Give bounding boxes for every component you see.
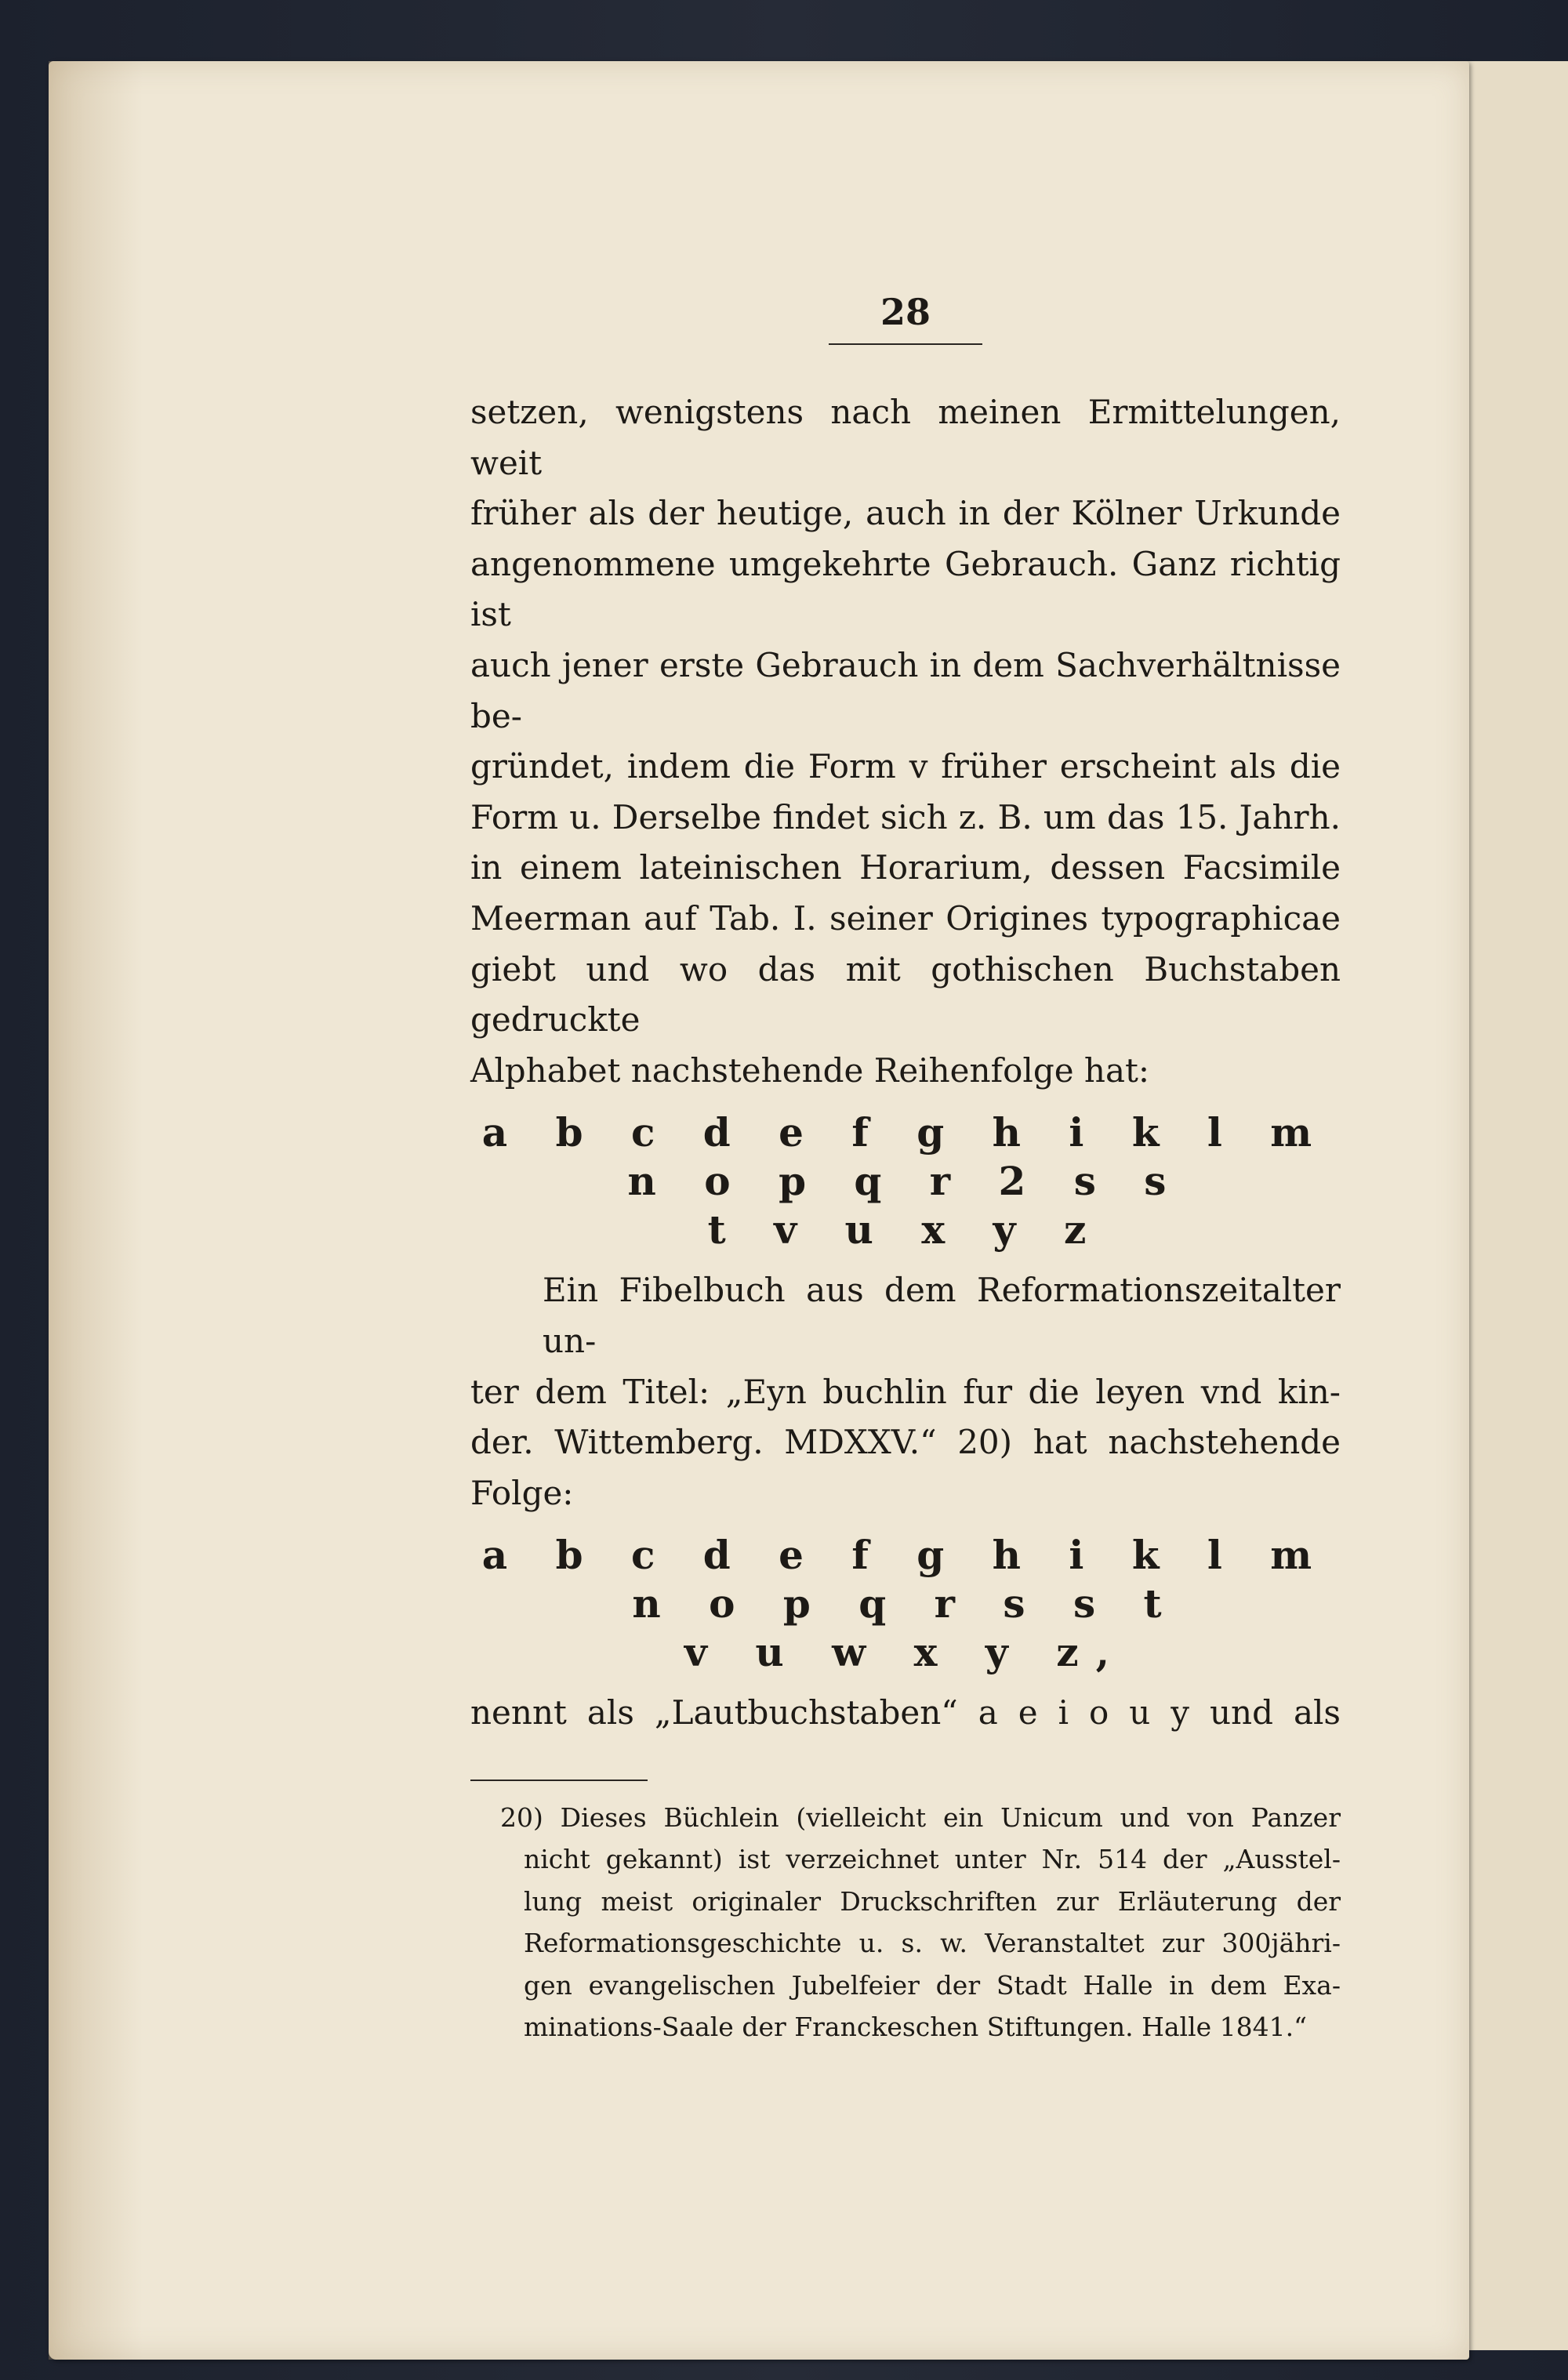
footnote-line: gen evangelischen Jubelfeier der Stadt Halle in dem Exa-	[524, 1969, 1341, 2001]
body-line: gründet, indem die Form v früher erscheint als die	[470, 747, 1341, 786]
body-line: giebt und wo das mit gothischen Buchstaben gedruckte	[470, 949, 1341, 1039]
alphabet-line: v u w x y z,	[684, 1629, 1127, 1676]
body-line: Alphabet nachstehende Reihenfolge hat:	[470, 1050, 1150, 1090]
next-page-edge	[1457, 61, 1568, 2350]
body-line: früher als der heutige, auch in der Kölner Urkunde	[470, 494, 1341, 533]
body-line: Ein Fibelbuch aus dem Reformationszeitalter un-	[543, 1271, 1341, 1360]
body-line: setzen, wenigstens nach meinen Ermittelungen, weit	[470, 393, 1341, 482]
alphabet-line: a b c d e f g h i k l m n o p q r 2 s s	[481, 1109, 1330, 1205]
body-line: auch jener erste Gebrauch in dem Sachverhältnisse be-	[470, 645, 1341, 735]
body-line: Meerman auf Tab. I. seiner Origines typographicae	[470, 898, 1341, 938]
footnote-line: lung meist originaler Druckschriften zur Erläuterung der	[524, 1885, 1341, 1917]
page-number-rule	[829, 343, 982, 345]
body-paragraph-3	[470, 1688, 1341, 1739]
body-line: der. Wittemberg. MDXXV.“ 20) hat nachstehende	[470, 1423, 1341, 1462]
book-page	[49, 61, 1469, 2360]
body-line: Folge:	[470, 1473, 574, 1512]
body-paragraph-2	[470, 1265, 1341, 1518]
body-line: in einem lateinischen Horarium, dessen Facsimile	[470, 848, 1341, 887]
body-line: angenommene umgekehrte Gebrauch. Ganz richtig ist	[470, 544, 1341, 634]
page-number: 28	[880, 291, 931, 333]
alphabet-line: a b c d e f g h i k l m n o p q r s s t	[481, 1532, 1330, 1627]
body-line: nennt als „Lautbuchstaben“ a e i o u y und als	[470, 1693, 1341, 1732]
page-content	[470, 290, 1341, 2048]
footnote-line: Reformationsgeschichte u. s. w. Veranstaltet zur 300jähri-	[524, 1928, 1341, 1959]
footnote-rule	[470, 1780, 648, 1781]
footnote-line: minations-Saale der Franckeschen Stiftungen. Halle 1841.“	[524, 2012, 1308, 2043]
body-paragraph-1	[470, 387, 1341, 1096]
alphabet-line: t v u x y z	[707, 1206, 1104, 1253]
footnote	[470, 1797, 1341, 2048]
body-line: Form u. Derselbe findet sich z. B. um das 15. Jahrh.	[470, 797, 1341, 836]
footnote-line: 20) Dieses Büchlein (vielleicht ein Unicum und von Panzer	[500, 1801, 1341, 1833]
gothic-alphabet-2	[470, 1531, 1341, 1677]
gothic-alphabet-1	[470, 1108, 1341, 1254]
body-line: ter dem Titel: „Eyn buchlin fur die leyen vnd kin-	[470, 1372, 1341, 1411]
footnote-line: nicht gekannt) ist verzeichnet unter Nr. 514 der „Ausstel-	[524, 1844, 1341, 1875]
